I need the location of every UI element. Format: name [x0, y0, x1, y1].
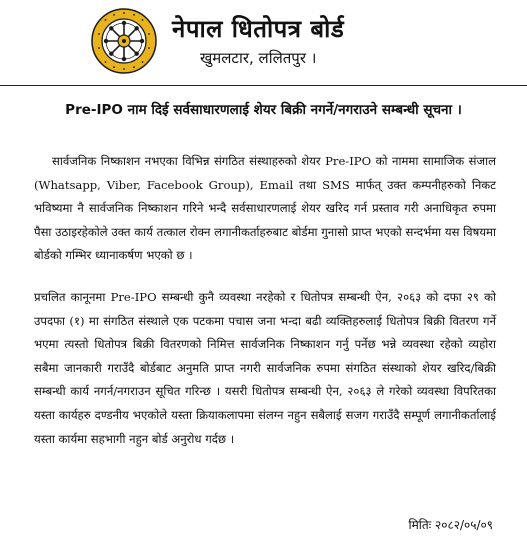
organization-name: नेपाल धितोपत्र बोर्ड — [172, 15, 345, 43]
letterhead — [0, 0, 527, 84]
notice-title: Pre-IPO नाम दिई सर्वसाधारणलाई शेयर बिक्री नगर्ने/नगराउने सम्बन्धी सूचना । — [65, 102, 462, 118]
sebon-seal-logo — [91, 8, 157, 74]
notice-date: मितिः २०८२/०५/०९ — [408, 518, 493, 532]
header-divider — [0, 85, 527, 86]
organization-address: खुमलटार, ललितपुर । — [200, 49, 317, 67]
notice-paragraph-1: सार्वजनिक निष्काशन नभएका विभिन्न संगठित संस्थाहरुको शेयर Pre-IPO को नाममा सामाजिक संजाल (Whatsapp, Viber, Facebook Group), Email तथा SMS मार्फत् उक्त कम्पनीहरुको निकट भविष्यमा नै सार्वजनिक निष्काशन गरिने भन्दै सर्वसाधारणलाई शेयर खरिद गर्न प्रस्ताव गरी अनाधिकृत रुपमा पैसा उठाइरहेकोले उक्त कार्य तत्काल रोक्न लगानीकर्ताहरुबाट बोर्डमा गुनासो प्राप्त भएको सन्दर्भमा यस विषयमा बोर्डको गम्भिर ध्यानाकर्षण भएको छ । — [34, 154, 496, 263]
notice-paragraph-2: प्रचलित कानूनमा Pre-IPO सम्बन्धी कुनै व्यवस्था नरहेको र धितोपत्र सम्बन्धी ऐन, २०६३ को दफा २९ को उपदफा (१) मा संगठित संस्थाले एक पटकमा पचास जना भन्दा बढी व्यक्तिहरुलाई धितोपत्र बिक्री वितरण गर्ने भएमा त्यस्तो धितोपत्र बिक्री वितरणको निमित्त सार्वजनिक निष्काशन गर्नु पर्नेछ भन्ने व्यवस्था रहेको व्यहोरा सबैमा जानकारी गराउँदै बोर्डबाट अनुमति प्राप्त नगरी सार्वजनिक रुपमा संगठित संस्थाको शेयर खरिद/बिक्री सम्बन्धी कार्य नगर्न/नगराउन सूचित गरिन्छ । यसरी धितोपत्र सम्बन्धी ऐन, २०६३ ले गरेको व्यवस्था विपरितका यस्ता कार्यहरु दण्डनीय भएकोले यस्ता क्रियाकलापमा संलग्न नहुन सबैलाई सजग गराउँदै सम्पूर्ण लगानीकर्तालाई यस्ता कार्यमा सहभागी नहुन बोर्ड अनुरोध गर्दछ । — [34, 290, 496, 446]
